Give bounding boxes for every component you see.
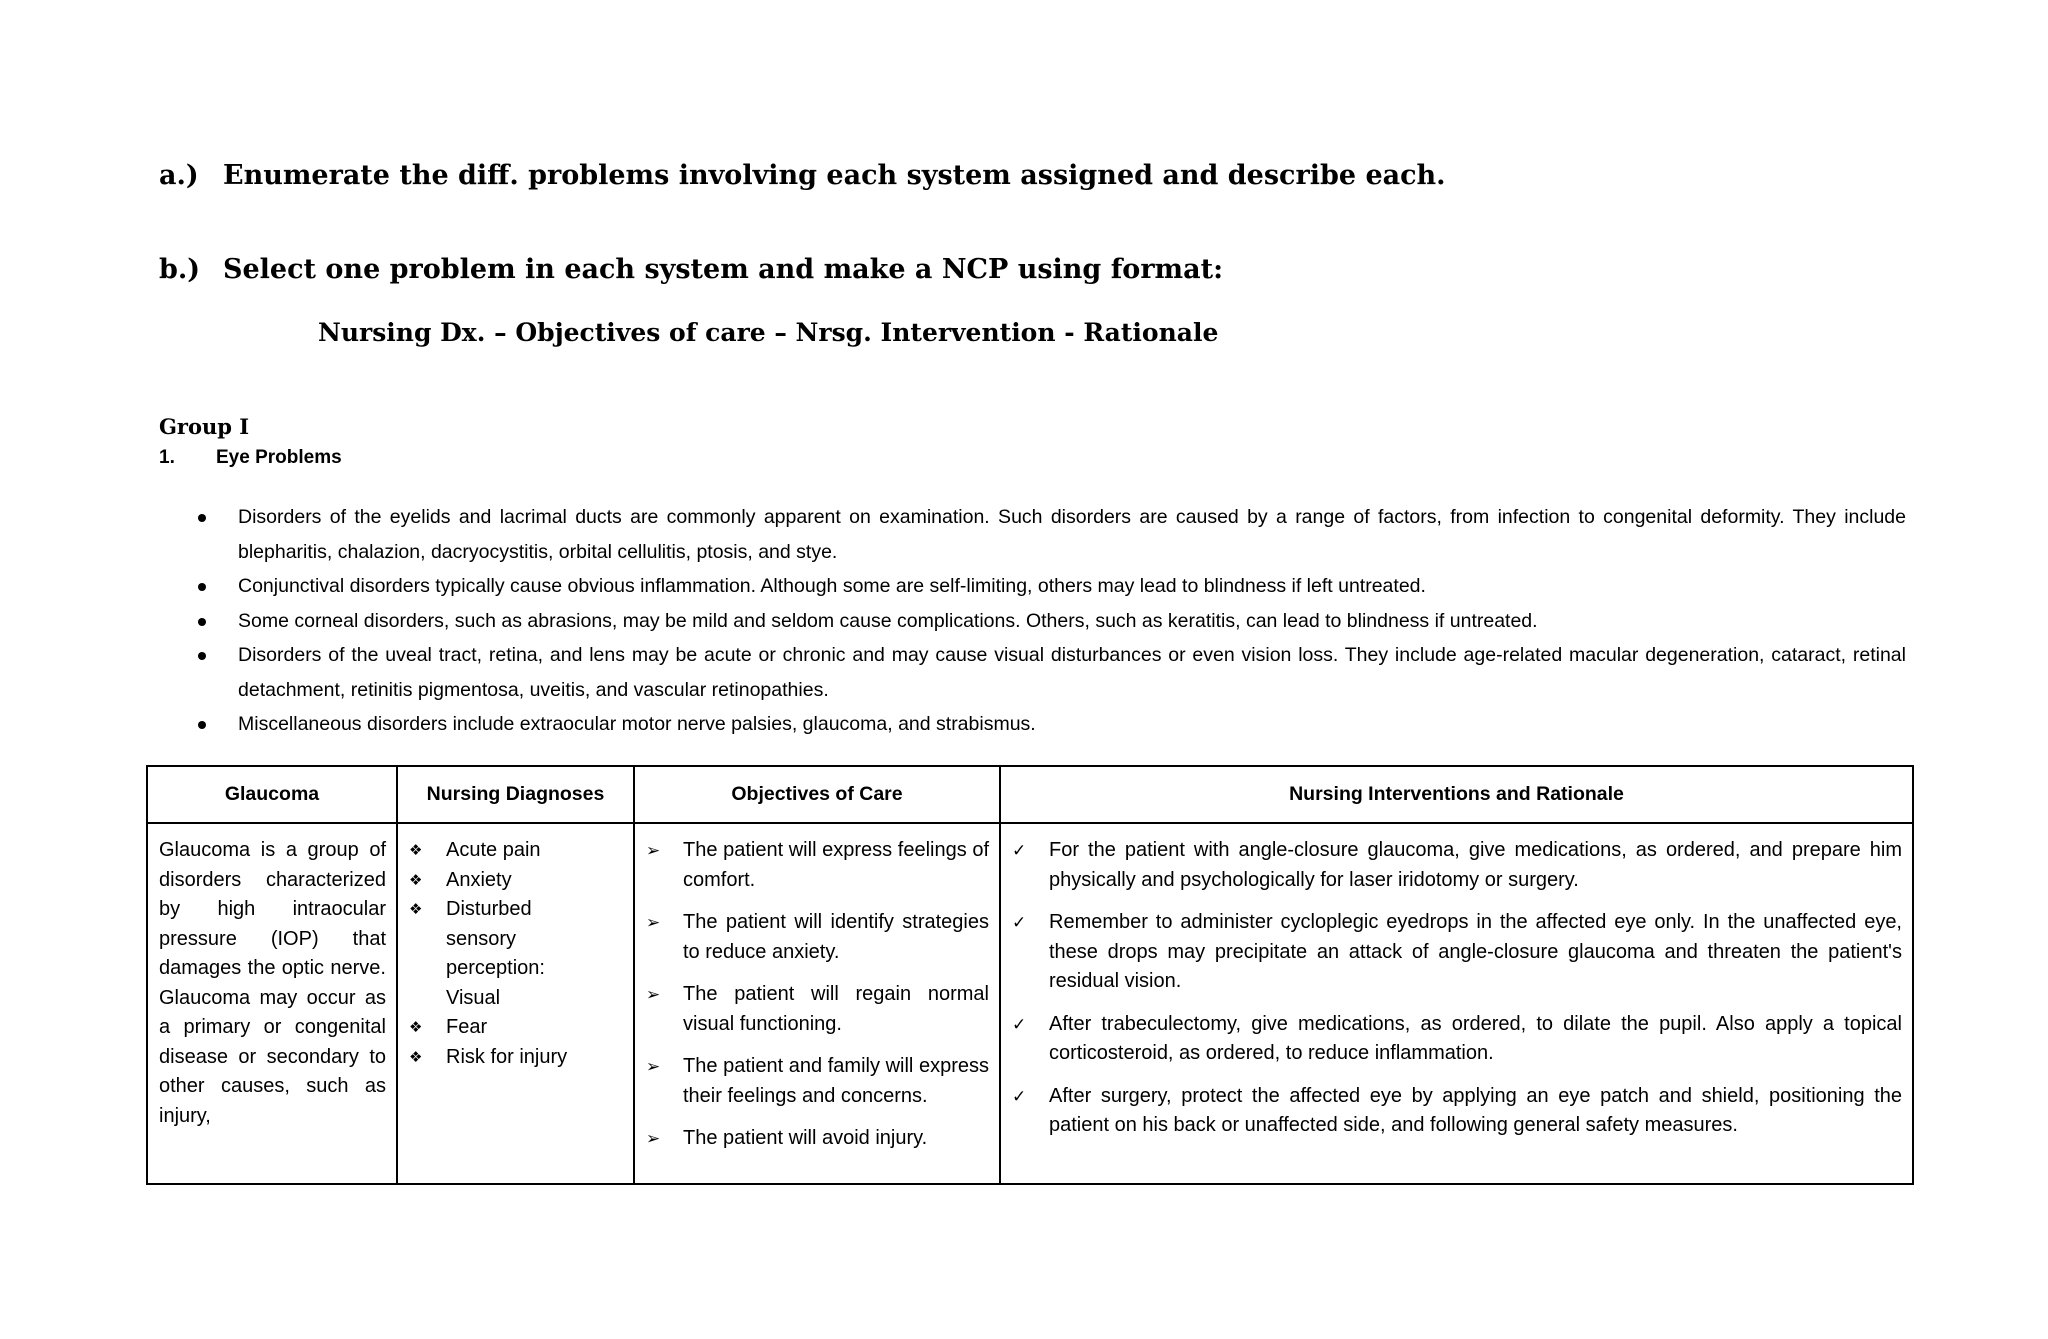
list-item-text: Miscellaneous disorders include extraocular motor nerve palsies, glaucoma, and strabismus. [238, 713, 1036, 735]
list-item [196, 569, 1906, 604]
table-row [147, 823, 1913, 1184]
arrowhead-bullet-icon: ➢ [646, 1129, 661, 1148]
bullet-dot-icon [198, 583, 206, 591]
bullet-dot-icon [198, 721, 206, 729]
objective-text: The patient will express feelings of comfort. [683, 839, 989, 891]
list-item [409, 1043, 623, 1073]
intervention-text: Remember to administer cycloplegic eyedrops in the affected eye only. In the unaffected eye, these drops may precipitate an attack of angle-closure glaucoma and threaten the patient's residual vision. [1049, 911, 1902, 992]
list-item [646, 1124, 989, 1154]
bullet-dot-icon [198, 514, 206, 522]
interventions-cell [1000, 823, 1913, 1184]
objective-text: The patient will identify strategies to reduce anxiety. [683, 911, 989, 963]
diamond-bullet-icon: ❖ [409, 901, 423, 918]
diagnosis-text: Risk for injury [446, 1045, 568, 1068]
objective-text: The patient will regain normal visual functioning. [683, 983, 989, 1035]
list-item [646, 980, 989, 1039]
glaucoma-description-cell [147, 823, 397, 1184]
checkmark-bullet-icon: ✓ [1012, 1086, 1027, 1106]
section-number: 1. [159, 447, 175, 468]
glaucoma-description: Glaucoma is a group of disorders characterized by high intraocular pressure (IOP) that damages the optic nerve. Glaucoma may occur as a primary or congenital disease or secondary to other causes, such as injury, [159, 839, 386, 1127]
bullet-dot-icon [198, 652, 206, 660]
intervention-text: For the patient with angle-closure glaucoma, give medications, as ordered, and prepare him physically and psychologically for laser iridotomy or surgery. [1049, 839, 1902, 891]
intervention-text: After surgery, protect the affected eye by applying an eye patch and shield, positioning the patient on his back or unaffected side, and following general safety measures. [1049, 1084, 1902, 1136]
diagnosis-text: Disturbed sensory perception: Visual [446, 898, 545, 1009]
list-item [646, 908, 989, 967]
objective-text: The patient will avoid injury. [683, 1127, 928, 1149]
objective-text: The patient and family will express their feelings and concerns. [683, 1055, 989, 1107]
column-header-diagnoses: Nursing Diagnoses [397, 766, 634, 823]
eye-disorders-list [196, 500, 1906, 742]
checkmark-bullet-icon: ✓ [1012, 841, 1027, 860]
list-item-text: Conjunctival disorders typically cause obvious inflammation. Although some are self-limiting, others may lead to blindness if left untreated. [238, 575, 1426, 597]
diagnoses-cell [397, 823, 634, 1184]
heading-b-marker: b.) [159, 254, 201, 285]
objectives-cell [634, 823, 1000, 1184]
column-header-interventions: Nursing Interventions and Rationale [1000, 766, 1913, 823]
arrowhead-bullet-icon: ➢ [646, 841, 661, 860]
checkmark-bullet-icon: ✓ [1012, 913, 1027, 932]
list-item [409, 895, 623, 1013]
list-item [1012, 1010, 1902, 1069]
heading-a-marker: a.) [159, 160, 199, 191]
list-item-text: Disorders of the uveal tract, retina, and lens may be acute or chronic and may cause visual disturbances or even vision loss. They include age-related macular degeneration, cataract, retinal detachment, retinitis pigmentosa, uveitis, and vascular retinopathies. [238, 644, 1906, 701]
list-item [409, 836, 623, 866]
intervention-text: After trabeculectomy, give medications, as ordered, to dilate the pupil. Also apply a topical corticosteroid, as ordered, to reduce inflammation. [1049, 1012, 1902, 1064]
table-header-row [147, 766, 1913, 823]
list-item [1012, 836, 1902, 895]
ncp-format-line: Nursing Dx. – Objectives of care – Nrsg. Intervention - Rationale [318, 318, 1219, 347]
nursing-care-plan-table [146, 765, 1914, 1185]
list-item [646, 1052, 989, 1111]
list-item [196, 707, 1906, 742]
heading-b [159, 254, 1223, 285]
arrowhead-bullet-icon: ➢ [646, 985, 661, 1004]
list-item [1012, 908, 1902, 997]
arrowhead-bullet-icon: ➢ [646, 913, 661, 932]
checkmark-bullet-icon: ✓ [1012, 1014, 1027, 1034]
column-header-objectives: Objectives of Care [634, 766, 1000, 823]
diamond-bullet-icon: ❖ [409, 1048, 423, 1066]
diamond-bullet-icon: ❖ [409, 1019, 423, 1036]
arrowhead-bullet-icon: ➢ [646, 1057, 661, 1076]
heading-b-text: Select one problem in each system and make a NCP using format: [223, 254, 1224, 285]
list-item-text: Disorders of the eyelids and lacrimal ducts are commonly apparent on examination. Such disorders are caused by a range of factors, from infection to congenital deformity. They include blepharitis, chalazion, dacryocystitis, orbital cellulitis, ptosis, and stye. [238, 506, 1906, 563]
section-title [159, 447, 342, 469]
column-header-glaucoma: Glaucoma [147, 766, 397, 823]
list-item [1012, 1082, 1902, 1141]
diagnosis-text: Anxiety [446, 868, 512, 891]
list-item-text: Some corneal disorders, such as abrasions, may be mild and seldom cause complications. Others, such as keratitis, can lead to blindness if untreated. [238, 609, 1538, 632]
diagnoses-list [409, 836, 623, 1072]
interventions-list [1012, 836, 1902, 1141]
section-title-text: Eye Problems [216, 447, 342, 468]
diamond-bullet-icon: ❖ [409, 842, 423, 859]
diagnosis-text: Acute pain [446, 839, 541, 861]
list-item [196, 500, 1906, 569]
group-title: Group I [159, 414, 250, 439]
heading-a [159, 160, 1446, 191]
bullet-dot-icon [198, 618, 206, 626]
objectives-list [646, 836, 989, 1154]
list-item [409, 1013, 623, 1043]
diagnosis-text: Fear [446, 1016, 488, 1038]
list-item [196, 638, 1906, 707]
list-item [196, 604, 1906, 639]
list-item [646, 836, 989, 895]
heading-a-text: Enumerate the diff. problems involving each system assigned and describe each. [223, 160, 1446, 191]
diamond-bullet-icon: ❖ [409, 871, 423, 889]
list-item [409, 866, 623, 896]
